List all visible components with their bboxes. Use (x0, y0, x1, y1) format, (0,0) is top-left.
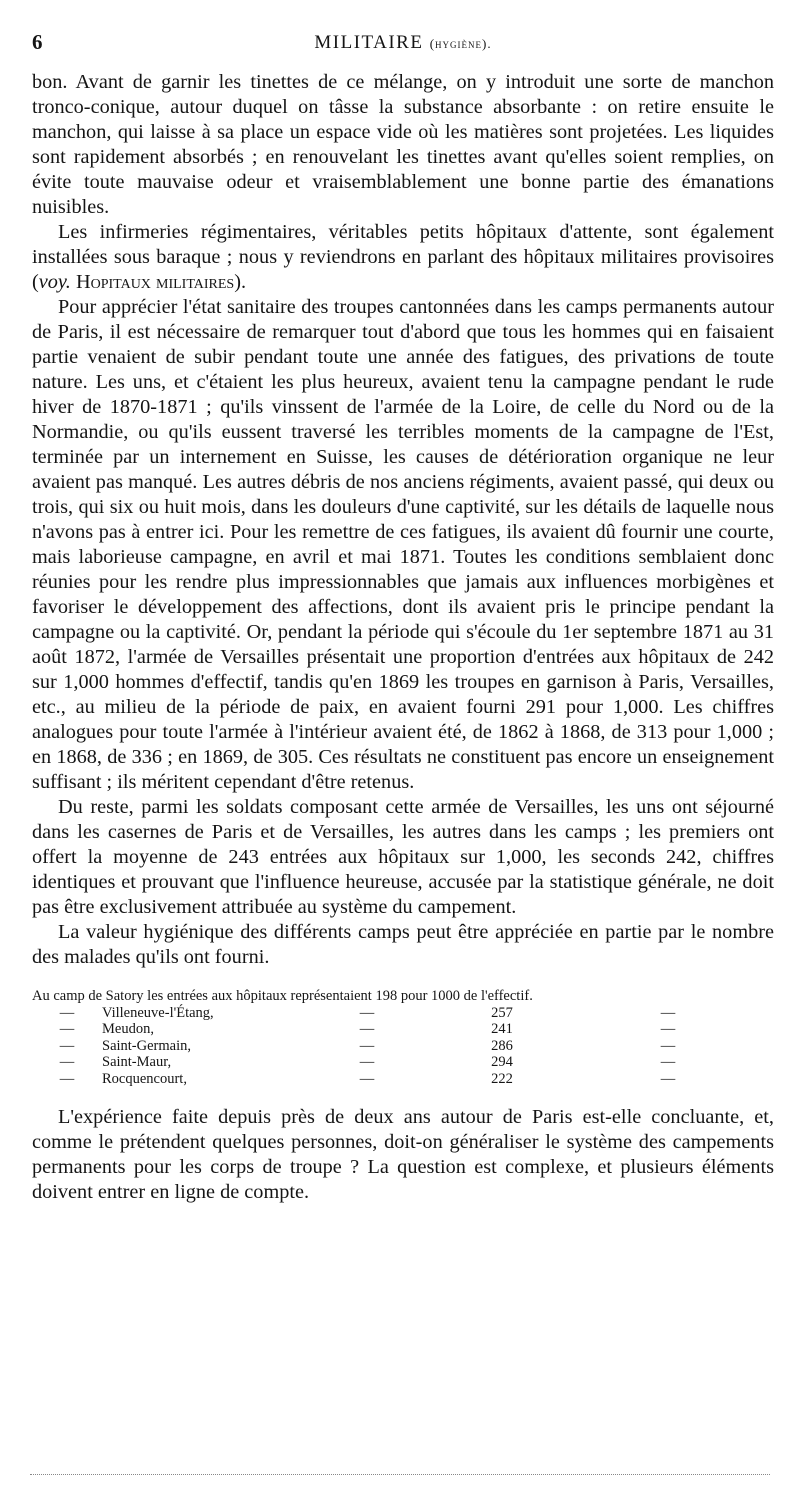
camp-name: Meudon, (102, 1021, 154, 1037)
running-title-main: MILITAIRE (314, 32, 424, 53)
ditto-dash: — (59, 1004, 75, 1021)
camp-name: Saint-Germain, (102, 1037, 191, 1054)
paragraph-4: Du reste, parmi les soldats composant cette armée de Versailles, les uns ont séjourné dans les casernes de Paris et de Versailles, les autres dans les camps ; les premiers ont offert la moyenne de 243 entrées aux hôpitaux sur 1,000, les seconds 242, chiffres identiques et prouvant que l'influence heureuse, accusée par la statistique générale, ne doit pas être exclusivement attribuée au système du campement. (32, 796, 774, 918)
hospital-admissions-table (32, 988, 774, 1087)
ditto-dash: — (59, 1054, 75, 1070)
ditto-dash: — (59, 1021, 75, 1037)
table-intro-row (32, 988, 774, 1005)
table-row (32, 1021, 774, 1038)
ditto-dash: — (660, 1004, 676, 1021)
ditto-dash: — (660, 1054, 676, 1070)
camp-name: Rocquencourt, (102, 1070, 187, 1087)
admission-value: 241 (491, 1021, 513, 1037)
admission-value: 294 (491, 1054, 513, 1070)
table-row (32, 1005, 774, 1022)
ditto-dash: — (660, 1037, 676, 1054)
ditto-dash: — (359, 1004, 375, 1021)
admission-value: 257 (491, 1004, 513, 1021)
table-row (32, 1054, 774, 1071)
cross-reference: Hopitaux militaires (75, 271, 235, 293)
ditto-dash: — (359, 1021, 375, 1037)
admission-value: 222 (491, 1070, 513, 1087)
ditto-dash: — (359, 1054, 375, 1070)
running-title-sub: (hygiène). (429, 36, 492, 51)
ditto-dash: — (59, 1037, 75, 1054)
document-page (32, 30, 774, 1205)
ditto-dash: — (359, 1037, 375, 1054)
page-header (32, 30, 774, 56)
paragraph-1: bon. Avant de garnir les tinettes de ce mélange, on y introduit une sorte de manchon tronco-conique, autour duquel on tâsse la substance absorbante : on retire ensuite le manchon, qui laisse à sa place un espace vide où les matières sont projetées. Les liquides sont rapidement absorbés ; en renouvelant les tinettes avant qu'elles soient remplies, on évite toute mauvaise odeur et vraisemblablement une bonne partie des émanations nuisibles. (32, 71, 774, 218)
ditto-dash: — (59, 1070, 75, 1087)
paragraph-2-end: ). (234, 271, 247, 293)
running-title (32, 32, 774, 54)
ditto-dash: — (660, 1070, 676, 1087)
table-row (32, 1038, 774, 1055)
ditto-dash: — (359, 1070, 375, 1087)
table-row (32, 1071, 774, 1088)
voy-abbrev: voy. (38, 271, 71, 293)
camp-name: Villeneuve-l'Étang, (102, 1004, 214, 1021)
camp-name: Saint-Maur, (102, 1054, 172, 1070)
paragraph-5: La valeur hygiénique des différents camps peut être appréciée en partie par le nombre des malades qu'ils ont fourni. (32, 921, 774, 968)
paragraph-3: Pour apprécier l'état sanitaire des troupes cantonnées dans les camps permanents autour de Paris, il est nécessaire de remarquer tout d'abord que tous les hommes qui en faisaient partie venaient de subir pendant toute une année des fatigues, des privations de toute nature. Les uns, et c'étaient les plus heureux, avaient tenu la campagne pendant le rude hiver de 1870-1871 ; qu'ils vinssent de l'armée de la Loire, de celle du Nord ou de la Normandie, ou qu'ils eussent traversé les terribles moments de la campagne de l'Est, terminée par un internement en Suisse, les causes de détérioration organique ne leur avaient pas manqué. Les autres débris de nos anciens régiments, avaient passé, qui deux ou trois, qui six ou huit mois, dans les douleurs d'une captivité, sur les détails de laquelle nous n'avons pas à entrer ici. Pour les remettre de ces fatigues, ils avaient dû fournir une courte, mais laborieuse campagne, en avril et mai 1871. Toutes les conditions semblaient donc réunies pour les rendre plus impressionnables que jamais aux influences morbigènes et favoriser le développement des affections, dont ils avaient pris le principe pendant la campagne ou la captivité. Or, pendant la période qui s'écoule du 1er septembre 1871 au 31 août 1872, l'armée de Versailles présentait une proportion d'entrées aux hôpitaux de 242 sur 1,000 hommes d'effectif, tandis qu'en 1869 les troupes en garnison à Paris, Versailles, etc., au milieu de la période de paix, en avaient fourni 291 pour 1,000. Les chiffres analogues pour toute l'armée à l'intérieur avaient été, de 1862 à 1868, de 313 pour 1,000 ; en 1868, de 336 ; en 1869, de 305. Ces résultats ne constituent pas encore un enseignement suffisant ; ils méritent cependant d'être retenus. (32, 296, 774, 793)
admission-value: 286 (491, 1037, 513, 1054)
footer-divider (30, 1474, 770, 1475)
paragraph-6: L'expérience faite depuis près de deux ans autour de Paris est-elle concluante, et, comme le prétendent quelques personnes, doit-on généraliser le système des campements permanents pour les corps de troupe ? La question est complexe, et plusieurs éléments doivent entrer en ligne de compte. (32, 1106, 774, 1203)
paragraph-2-text: Les infirmeries régimentaires, véritables petits hôpitaux d'attente, sont également installées sous baraque ; nous y reviendrons en parlant des hôpitaux militaires provisoires ( (32, 221, 774, 293)
ditto-dash: — (660, 1021, 676, 1037)
paragraph-2 (32, 220, 774, 295)
page-number: 6 (32, 30, 43, 54)
table-intro: Au camp de Satory les entrées aux hôpitaux représentaient 198 pour 1000 de l'effectif. (32, 988, 533, 1004)
